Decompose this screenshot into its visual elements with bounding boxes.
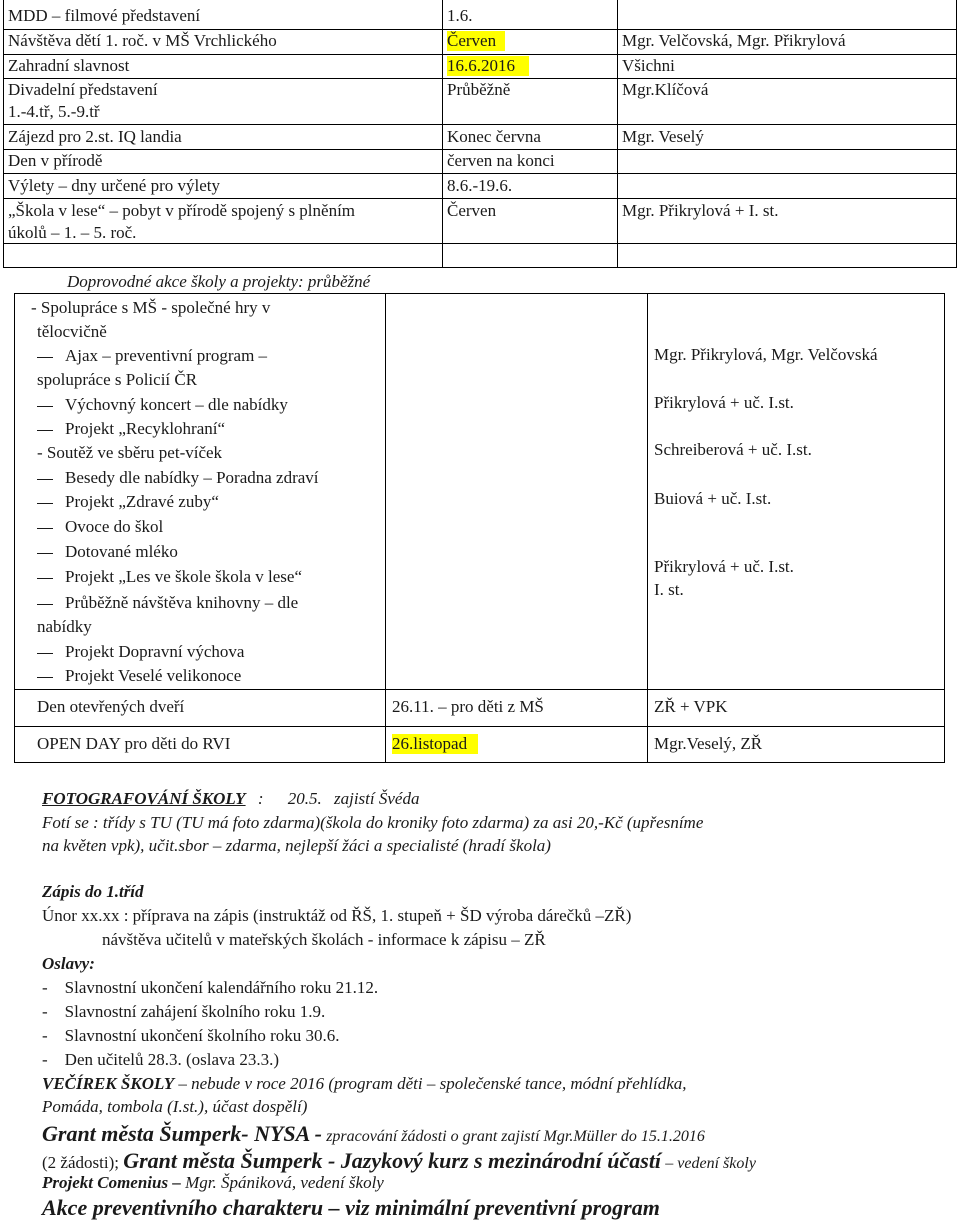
open-day-event: OPEN DAY pro děti do RVI [37,734,231,753]
enroll-line2: návštěva učitelů v mateřských školách - informace k zápisu – ZŘ [102,930,546,949]
party-line2: Pomáda, tombola (I.st.), účast dospělí) [42,1097,308,1116]
grant2-title: Grant města Šumperk - Jazykový kurz s mezinárodní účastí [123,1148,662,1173]
responsible-item: Schreiberová + uč. I.st. [654,440,812,459]
photo-date: 20.5. [287,789,322,808]
list-item: Projekt Veselé velikonoce [37,666,241,686]
enroll-line1: Únor xx.xx : příprava na zápis (instruktáž od ŘŠ, 1. stupeň + ŠD výroba dárečků –ZŘ) [42,906,632,925]
row8-date: Červen [447,201,497,220]
photo-who: zajistí Švéda [334,789,420,808]
list-item: nabídky [37,617,92,636]
row6-date: červen na konci [447,151,555,170]
row5-date: Konec června [447,127,541,146]
open-day-date: 26.listopad [392,734,478,754]
list-item: - Slavnostní ukončení kalendářního roku 21.12. [42,978,379,997]
row4-event: Divadelní představení [8,80,158,99]
grant1-title: Grant města Šumperk- NYSA - [42,1121,322,1146]
row4-event-line2: 1.-4.tř, 5.-9.tř [8,102,100,121]
row4-resp: Mgr.Klíčová [622,80,709,99]
row8-event: „Škola v lese“ – pobyt v přírodě spojený s plněním [8,201,356,220]
row7-date: 8.6.-19.6. [447,176,513,195]
open-day-resp: Mgr.Veselý, ZŘ [654,734,763,753]
list-item: tělocvičně [37,322,107,341]
row2-event: Návštěva dětí 1. roč. v MŠ Vrchlického [8,31,277,50]
row5-resp: Mgr. Veselý [622,127,704,146]
enroll-title: Zápis do 1.tříd [42,882,144,901]
list-item: - Soutěž ve sběru pet-víček [37,443,223,462]
row4-date: Průběžně [447,80,511,99]
list-item: Projekt Dopravní výchova [37,642,244,662]
party-line1: VEČÍREK ŠKOLY – nebude v roce 2016 (program děti – společenské tance, módní přehlídka, [42,1074,687,1093]
row2-resp: Mgr. Velčovská, Mgr. Přikrylová [622,31,846,50]
row1-date: 1.6. [447,6,473,25]
row6-event: Den v přírodě [8,151,103,170]
row7-event: Výlety – dny určené pro výlety [8,176,220,195]
row3-event: Zahradní slavnost [8,56,130,75]
row1-event: MDD – filmové představení [8,6,201,25]
list-item: Projekt „Les ve škole škola v lese“ [37,567,302,587]
responsible-item: Mgr. Přikrylová, Mgr. Velčovská [654,345,878,364]
photo-line1: Fotí se : třídy s TU (TU má foto zdarma)(škola do kroniky foto zdarma) za asi 20,-Kč (upřesníme [42,813,704,832]
list-item: - Den učitelů 28.3. (oslava 23.3.) [42,1050,280,1069]
comenius-line: Projekt Comenius – Mgr. Špániková, vedení školy [42,1173,384,1192]
photo-heading [42,789,419,809]
list-item: Ovoce do škol [37,517,163,537]
list-item: - Slavnostní ukončení školního roku 30.6. [42,1026,340,1045]
list-item: Průběžně návštěva knihovny – dle [37,593,298,613]
responsible-item: Přikrylová + uč. I.st. [654,557,794,576]
list-item: - Slavnostní zahájení školního roku 1.9. [42,1002,326,1021]
list-item: Dotované mléko [37,542,178,562]
row3-date: 16.6.2016 [447,56,529,76]
list-item: spolupráce s Policií ČR [37,370,198,389]
party-title: VEČÍREK ŠKOLY [42,1074,175,1093]
list-item: - Spolupráce s MŠ - společné hry v [31,298,271,317]
responsible-item: Přikrylová + uč. I.st. [654,393,794,412]
photo-title: FOTOGRAFOVÁNÍ ŠKOLY [42,789,246,808]
row5-event: Zájezd pro 2.st. IQ landia [8,127,182,146]
row3-resp: Všichni [622,56,675,75]
responsible-item: Buiová + uč. I.st. [654,489,772,508]
prevention-line: Akce preventivního charakteru – viz minimální preventivní program [42,1195,660,1220]
row8-event-line2: úkolů – 1. – 5. roč. [8,223,137,242]
list-item: Projekt „Zdravé zuby“ [37,492,219,512]
open-house-date: 26.11. – pro děti z MŠ [392,697,544,716]
open-house-resp: ZŘ + VPK [654,697,728,716]
list-item: Výchovný koncert – dle nabídky [37,395,288,415]
responsible-item: I. st. [654,580,684,599]
celebrations-title: Oslavy: [42,954,95,973]
photo-colon: : [257,789,264,808]
open-house-event: Den otevřených dveří [37,697,185,716]
row2-date: Červen [447,31,505,51]
grant2-line: (2 žádosti); Grant města Šumperk - Jazykový kurz s mezinárodní účastí – vedení školy [42,1148,756,1173]
list-item: Projekt „Recyklohraní“ [37,419,225,439]
list-item: Besedy dle nabídky – Poradna zdraví [37,468,319,488]
section-title: Doprovodné akce školy a projekty: průběžné [67,272,371,291]
comenius-title: Projekt Comenius – [42,1173,181,1192]
row8-resp: Mgr. Přikrylová + I. st. [622,201,779,220]
photo-line2: na květen vpk), učit.sbor – zdarma, nejlepší žáci a specialisté (hradí škola) [42,836,551,855]
grant1-line: Grant města Šumperk- NYSA - zpracování žádosti o grant zajistí Mgr.Müller do 15.1.2016 [42,1121,705,1146]
list-item: Ajax – preventivní program – [37,346,267,366]
